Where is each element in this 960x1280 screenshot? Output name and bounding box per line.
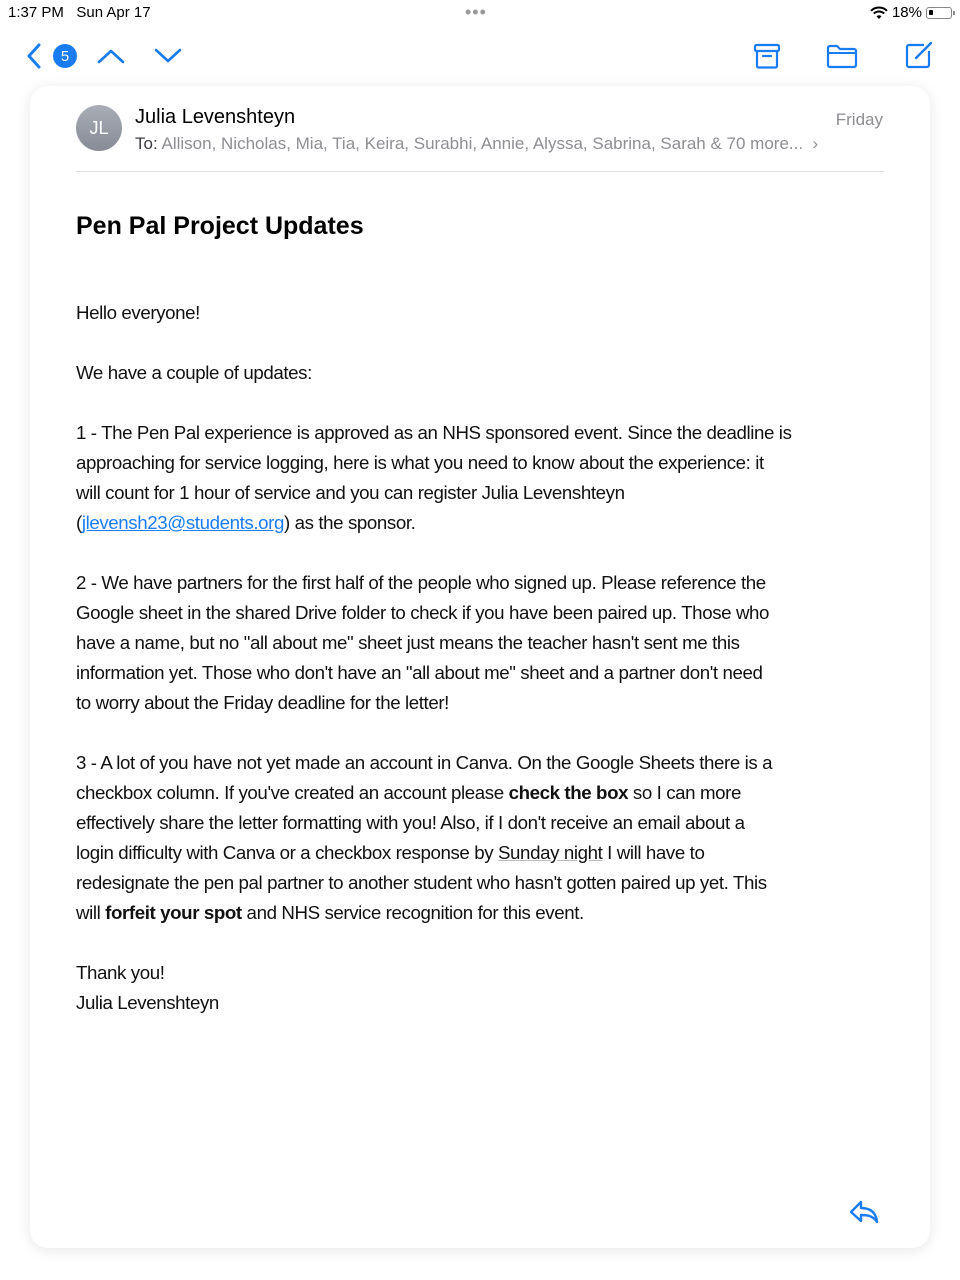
text-line: Google sheet in the shared Drive folder to check if you have been paired up. Those who — [76, 602, 770, 623]
reply-icon — [848, 1198, 882, 1228]
folder-icon — [826, 43, 858, 69]
sender-name[interactable]: Julia Levenshteyn — [135, 106, 296, 128]
battery-icon — [926, 7, 952, 19]
status-right — [870, 4, 952, 21]
text-fragment: I will have to — [602, 842, 705, 863]
archive-button[interactable] — [752, 41, 782, 71]
text-fragment: and NHS service recognition for this event. — [241, 902, 584, 923]
text-line: approaching for service logging, here is what you need to know about the experience: it — [76, 452, 764, 473]
to-label: To: — [135, 134, 158, 153]
sender-avatar[interactable]: JL — [76, 105, 122, 151]
intro: We have a couple of updates: — [76, 362, 312, 383]
archive-icon — [753, 42, 781, 70]
text-fragment: ( — [76, 512, 82, 533]
status-time — [8, 4, 151, 21]
text-fragment: login difficulty with Canva or a checkbox response by — [76, 842, 498, 863]
email-card — [30, 86, 930, 1248]
back-button[interactable] — [22, 42, 46, 70]
recipients-line[interactable] — [135, 134, 818, 154]
move-to-folder-button[interactable] — [825, 41, 859, 71]
mail-toolbar — [0, 36, 960, 78]
compose-button[interactable] — [903, 39, 935, 71]
next-message-icon — [154, 48, 182, 64]
text-line: information yet. Those who don't have an "all about me" sheet and a partner don't need — [76, 662, 763, 683]
bold-text: forfeit your spot — [105, 902, 242, 923]
text-fragment: ) as the sponsor. — [284, 512, 416, 533]
text-line: have a name, but no "all about me" sheet just means the teacher hasn't sent me this — [76, 632, 740, 653]
update-3 — [76, 748, 896, 928]
sign-off — [76, 958, 896, 1018]
text-line: 2 - We have partners for the first half of the people who signed up. Please reference the — [76, 572, 766, 593]
next-message-button[interactable] — [153, 44, 183, 68]
previous-message-icon — [97, 48, 125, 64]
previous-message-button[interactable] — [96, 44, 126, 68]
text-fragment: checkbox column. If you've created an account please — [76, 782, 509, 803]
compose-icon — [904, 40, 934, 70]
text-line: to worry about the Friday deadline for the letter! — [76, 692, 449, 713]
text-fragment: will — [76, 902, 106, 923]
time-text: 1:37 PM — [8, 4, 64, 21]
update-2 — [76, 568, 896, 718]
multitasking-dots-icon[interactable]: ••• — [465, 2, 487, 22]
email-body — [76, 298, 896, 1048]
date-text: Sun Apr 17 — [76, 4, 151, 21]
email-date: Friday — [835, 110, 883, 129]
update-1 — [76, 418, 896, 538]
text-line: effectively share the letter formatting with you! Also, if I don't receive an email about a — [76, 812, 745, 833]
text-line: 1 - The Pen Pal experience is approved as an NHS sponsored event. Since the deadline is — [76, 422, 792, 443]
unread-count-badge[interactable]: 5 — [53, 44, 77, 68]
back-chevron-icon — [26, 43, 42, 69]
status-bar — [0, 0, 960, 28]
recipients-list: Allison, Nicholas, Mia, Tia, Keira, Surabhi, Annie, Alyssa, Sabrina, Sarah & 70 more... — [161, 134, 804, 153]
date-detector-link[interactable]: Sunday night — [497, 842, 603, 863]
wifi-icon — [870, 6, 888, 20]
battery-percent: 18% — [891, 4, 922, 21]
closing: Thank you! — [76, 962, 165, 983]
header-divider — [76, 171, 884, 172]
text-line: 3 - A lot of you have not yet made an account in Canva. On the Google Sheets there is a — [76, 752, 773, 773]
email-subject: Pen Pal Project Updates — [76, 212, 364, 240]
signature: Julia Levenshteyn — [76, 992, 219, 1013]
text-line: redesignate the pen pal partner to another student who hasn't gotten paired up yet. This — [76, 872, 767, 893]
sponsor-email-link[interactable]: jlevensh23@students.org — [81, 512, 284, 533]
greeting: Hello everyone! — [76, 302, 200, 323]
chevron-right-icon: › — [807, 134, 819, 153]
reply-button[interactable] — [848, 1198, 882, 1233]
text-fragment: so I can more — [628, 782, 741, 803]
text-line: will count for 1 hour of service and you can register Julia Levenshteyn — [76, 482, 625, 503]
bold-text: check the box — [508, 782, 629, 803]
